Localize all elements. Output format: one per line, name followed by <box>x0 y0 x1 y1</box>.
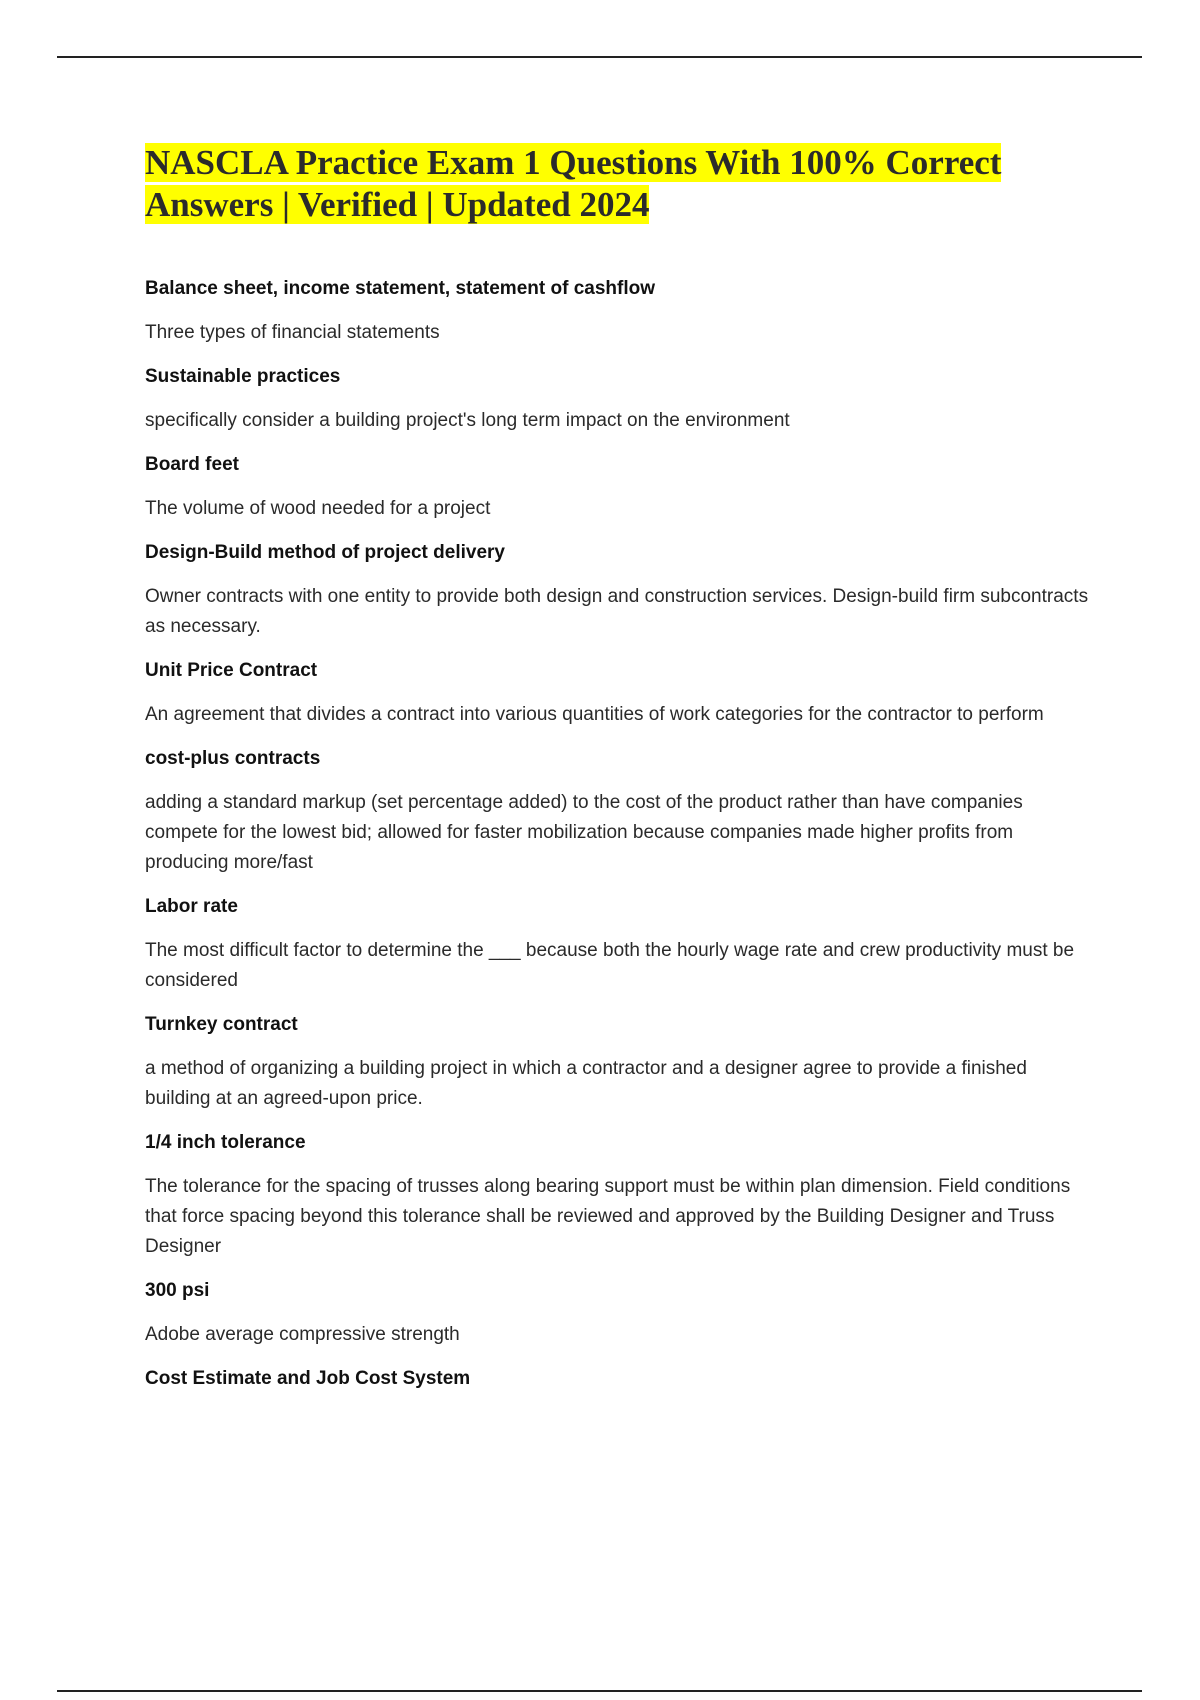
qa-item-1 <box>145 274 1095 348</box>
definition: specifically consider a building project's long term impact on the environment <box>145 410 790 431</box>
definition: adding a standard markup (set percentage added) to the cost of the product rather than have companies compete for the lowest bid; allowed for faster mobilization because companies made higher profits from producing more/fast <box>145 792 1023 873</box>
qa-item-9 <box>145 1128 1095 1262</box>
term: Sustainable practices <box>145 366 341 387</box>
qa-item-2 <box>145 362 1095 436</box>
qa-item-5 <box>145 656 1095 730</box>
qa-item-10 <box>145 1276 1095 1350</box>
definition: An agreement that divides a contract into various quantities of work categories for the contractor to perform <box>145 704 1044 725</box>
qa-item-4 <box>145 538 1095 642</box>
definition: Owner contracts with one entity to provide both design and construction services. Design-build firm subcontracts as necessary. <box>145 586 1089 637</box>
qa-item-7 <box>145 892 1095 996</box>
term: 300 psi <box>145 1280 210 1301</box>
definition: The volume of wood needed for a project <box>145 498 491 519</box>
bottom-rule <box>57 1690 1142 1692</box>
term: Balance sheet, income statement, statement of cashflow <box>145 278 655 299</box>
term: Design-Build method of project delivery <box>145 542 505 563</box>
term: Unit Price Contract <box>145 660 318 681</box>
page-title <box>145 142 1095 226</box>
qa-item-3 <box>145 450 1095 524</box>
term: 1/4 inch tolerance <box>145 1132 306 1153</box>
definition: Three types of financial statements <box>145 322 440 343</box>
definition: Adobe average compressive strength <box>145 1324 460 1345</box>
term: Board feet <box>145 454 239 475</box>
term: Turnkey contract <box>145 1014 298 1035</box>
title-highlight: NASCLA Practice Exam 1 Questions With 100% Correct Answers | Verified | Updated 2024 <box>145 143 1002 224</box>
term: Labor rate <box>145 896 238 917</box>
qa-item-6 <box>145 744 1095 878</box>
definition: The tolerance for the spacing of trusses along bearing support must be within plan dimension. Field conditions that force spacing beyond this tolerance shall be reviewed and approved by the Building Designer and Truss Designer <box>145 1176 1071 1257</box>
document-body <box>145 142 1095 1408</box>
term: cost-plus contracts <box>145 748 321 769</box>
top-rule <box>57 56 1142 58</box>
definition: The most difficult factor to determine the ___ because both the hourly wage rate and crew productivity must be considered <box>145 940 1075 991</box>
term: Cost Estimate and Job Cost System <box>145 1368 471 1389</box>
qa-item-11 <box>145 1364 1095 1394</box>
qa-item-8 <box>145 1010 1095 1114</box>
definition: a method of organizing a building project in which a contractor and a designer agree to provide a finished building at an agreed-upon price. <box>145 1058 1027 1109</box>
